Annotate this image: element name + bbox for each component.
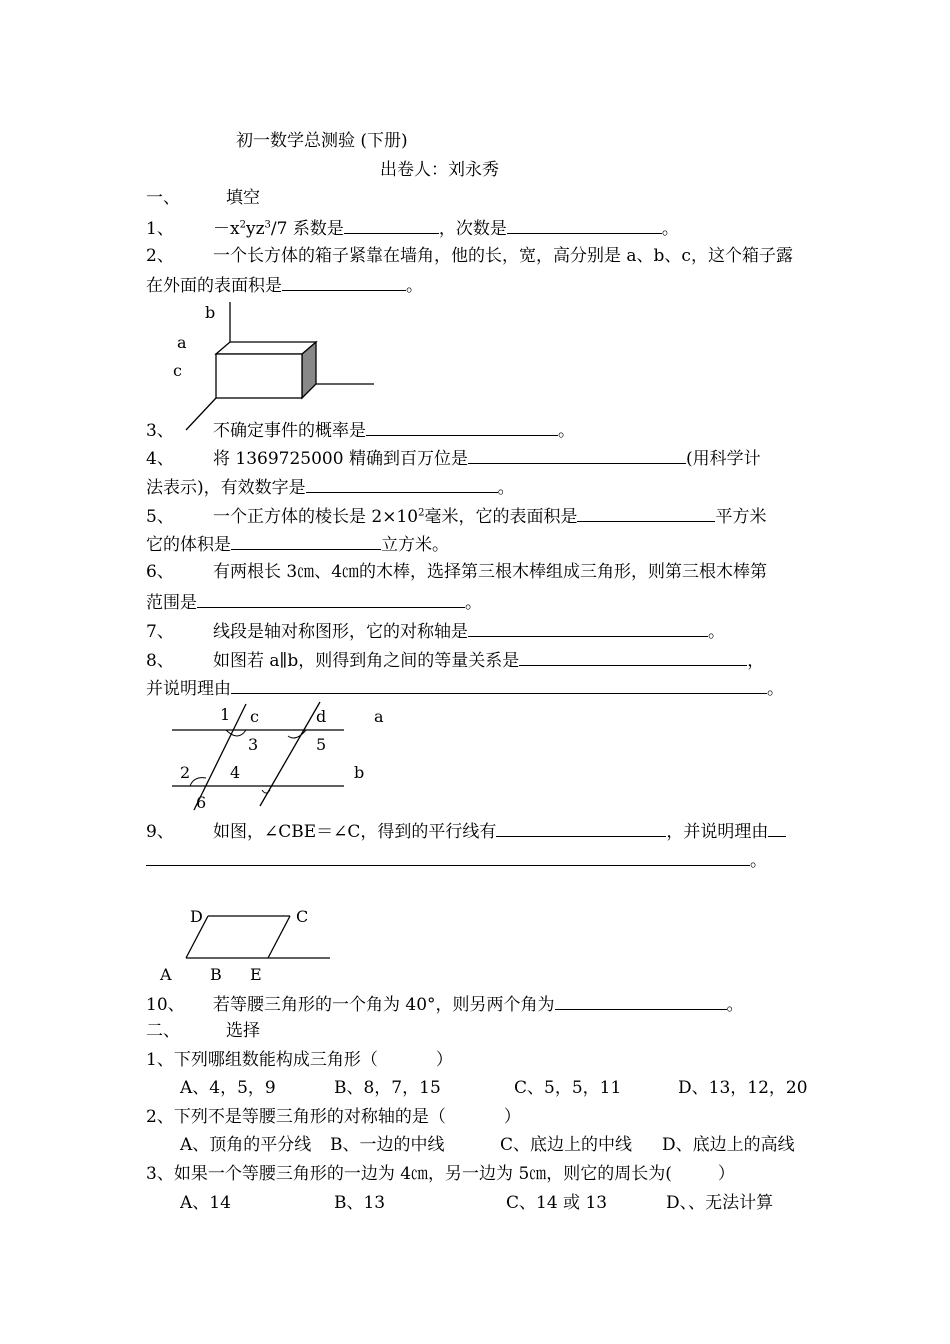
question-9 (146, 819, 786, 843)
answer-blank[interactable] (468, 446, 686, 464)
question-1 (146, 216, 679, 240)
question-2-cont (146, 273, 423, 297)
question-5-line2a: 它的体积是 (146, 535, 231, 555)
label-A: A (160, 965, 172, 984)
answer-blank[interactable] (282, 273, 406, 291)
box-top-face (216, 342, 316, 354)
question-number: 3、 (146, 421, 174, 441)
question-4-tail: (用科学计 (685, 449, 761, 469)
question-number: 5、 (146, 507, 174, 527)
question-5-text-a: 一个正方体的棱长是 2×10 (213, 507, 419, 527)
question-end: 。 (558, 421, 575, 441)
label-C: C (296, 907, 309, 926)
question-7-text: 线段是轴对称图形，它的对称轴是 (213, 622, 468, 642)
label-B: B (210, 965, 222, 984)
label-a: a (177, 333, 187, 352)
question-end: 。 (497, 478, 515, 498)
question-8 (146, 648, 764, 672)
question-7 (146, 619, 725, 643)
question-end: 。 (708, 622, 725, 642)
question-9-tail: ，并说明理由 (666, 822, 769, 842)
answer-blank[interactable] (231, 532, 381, 550)
label-d: d (316, 707, 327, 726)
question-1-expr-c: /7 系数是 (270, 219, 344, 239)
angle-arc-3 (226, 730, 246, 736)
option-a[interactable]: A、14 (180, 1193, 231, 1213)
author-line: 出卷人：刘永秀 (380, 160, 499, 180)
question-8-tail: ， (747, 651, 765, 671)
label-E: E (250, 965, 262, 984)
question-5-cont (146, 532, 449, 556)
answer-blank[interactable] (468, 619, 708, 637)
answer-blank[interactable] (496, 819, 666, 837)
label-c: c (173, 361, 182, 380)
answer-blank[interactable] (768, 819, 786, 837)
exponent: 3 (264, 219, 271, 231)
choice-question-1 (146, 1049, 453, 1071)
answer-blank[interactable] (344, 216, 439, 234)
section-number: 二、 (146, 1021, 180, 1041)
option-c[interactable]: C、14 或 13 (506, 1193, 608, 1213)
question-end: 。 (726, 995, 744, 1015)
choice-options-1 (180, 1077, 808, 1099)
question-2 (146, 245, 793, 267)
choice-close: ） (435, 1050, 453, 1070)
choice-question-3 (146, 1163, 735, 1185)
question-8-line2: 并说明理由 (146, 679, 231, 699)
page-title: 初一数学总测验 (下册) (236, 131, 408, 151)
question-4-line2: 法表示)，有效数字是 (146, 478, 306, 498)
option-c[interactable]: C、5，5，11 (514, 1078, 622, 1098)
question-5-line2b: 立方米。 (381, 535, 449, 555)
question-8-text: 如图若 a∥b，则得到角之间的等量关系是 (213, 651, 520, 671)
option-a[interactable]: A、顶角的平分线 (180, 1135, 312, 1155)
question-1-mid: ，次数是 (438, 219, 507, 239)
question-2-line1: 一个长方体的箱子紧靠在墙角，他的长，宽，高分别是 a、b、c，这个箱子露 (213, 246, 793, 266)
choice-stem: 2、下列不是等腰三角形的对称轴的是（ (146, 1107, 446, 1127)
question-number: 8、 (146, 651, 174, 671)
label-c: c (250, 707, 259, 726)
question-6 (146, 561, 767, 583)
choice-close: ） (717, 1164, 735, 1184)
option-d[interactable]: D、、无法计算 (666, 1193, 774, 1213)
answer-blank[interactable] (306, 475, 498, 493)
question-end: 。 (465, 593, 482, 613)
question-4-cont (146, 475, 515, 499)
question-number: 2、 (146, 246, 174, 266)
label-4: 4 (230, 763, 241, 782)
question-number: 1、 (146, 219, 174, 239)
question-9-cont (146, 848, 767, 872)
parallel-lines-figure (160, 698, 400, 816)
question-number: 10、 (146, 995, 185, 1015)
label-5: 5 (316, 735, 327, 754)
question-end: 。 (661, 219, 679, 239)
choice-stem: 3、如果一个等腰三角形的一边为 4㎝，另一边为 5㎝，则它的周长为( (146, 1164, 672, 1184)
question-1-expr-a: －x (213, 219, 240, 239)
box-front-face (216, 354, 302, 398)
question-1-expr-b: yz (245, 219, 265, 239)
question-5-text-b: 毫米，它的表面积是 (424, 507, 578, 527)
option-d[interactable]: D、底边上的高线 (662, 1135, 795, 1155)
exponent: 2 (239, 219, 246, 231)
option-a[interactable]: A、4，5，9 (180, 1078, 276, 1098)
question-6-line1: 有两根长 3㎝、4㎝的木棒，选择第三根木棒组成三角形，则第三根木棒第 (213, 562, 768, 582)
answer-blank[interactable] (555, 992, 727, 1010)
answer-blank[interactable] (197, 590, 465, 608)
answer-blank[interactable] (231, 676, 767, 694)
question-3 (146, 418, 575, 442)
question-5 (146, 504, 766, 528)
answer-blank[interactable] (366, 418, 558, 436)
parallelogram-figure (150, 900, 350, 988)
choice-options-2 (180, 1134, 795, 1156)
label-b: b (354, 763, 365, 782)
label-6: 6 (196, 793, 207, 812)
side-CE (268, 916, 290, 958)
section-title: 选择 (226, 1021, 260, 1041)
question-number: 9、 (146, 822, 174, 842)
question-4-text: 将 1369725000 精确到百万位是 (213, 449, 468, 469)
answer-blank[interactable] (519, 648, 747, 666)
choice-stem: 1、下列哪组数能构成三角形（ (146, 1050, 378, 1070)
section-title: 填空 (226, 188, 260, 208)
choice-close: ） (503, 1107, 521, 1127)
question-10 (146, 992, 744, 1016)
question-10-text: 若等腰三角形的一个角为 40°，则另两个角为 (213, 995, 555, 1015)
box-in-corner-figure (160, 298, 390, 438)
question-8-cont (146, 676, 784, 700)
answer-blank[interactable] (507, 216, 662, 234)
section-number: 一、 (146, 188, 180, 208)
question-5-tail: 平方米 (715, 507, 767, 527)
answer-blank[interactable] (577, 504, 715, 522)
question-9-text: 如图，∠CBE＝∠C，得到的平行线有 (213, 822, 497, 842)
section-1-heading (146, 187, 260, 209)
angle-arc-2 (190, 778, 206, 786)
label-b: b (205, 303, 216, 322)
option-c[interactable]: C、底边上的中线 (500, 1135, 633, 1155)
answer-blank[interactable] (146, 848, 750, 866)
question-number: 7、 (146, 622, 174, 642)
label-1: 1 (220, 705, 231, 724)
label-3: 3 (248, 735, 259, 754)
question-3-text: 不确定事件的概率是 (213, 421, 366, 441)
question-4 (146, 446, 761, 470)
option-b[interactable]: B、一边的中线 (330, 1135, 445, 1155)
choice-question-2 (146, 1106, 521, 1128)
question-6-line2: 范围是 (146, 593, 197, 613)
exponent: 2 (418, 507, 425, 519)
question-6-cont (146, 590, 482, 614)
transversal-d (260, 702, 320, 806)
question-number: 4、 (146, 449, 174, 469)
question-end: 。 (406, 276, 423, 296)
option-b[interactable]: B、13 (334, 1193, 386, 1213)
question-end: 。 (767, 679, 784, 699)
question-number: 6、 (146, 562, 174, 582)
choice-options-3 (180, 1192, 773, 1214)
section-2-heading (146, 1020, 260, 1042)
question-2-line2: 在外面的表面积是 (146, 276, 282, 296)
label-2: 2 (180, 763, 191, 782)
label-D: D (190, 907, 203, 926)
option-d[interactable]: D、13，12，20 (678, 1078, 808, 1098)
label-a: a (374, 707, 384, 726)
question-end: 。 (750, 851, 767, 871)
option-b[interactable]: B、8，7，15 (334, 1078, 441, 1098)
